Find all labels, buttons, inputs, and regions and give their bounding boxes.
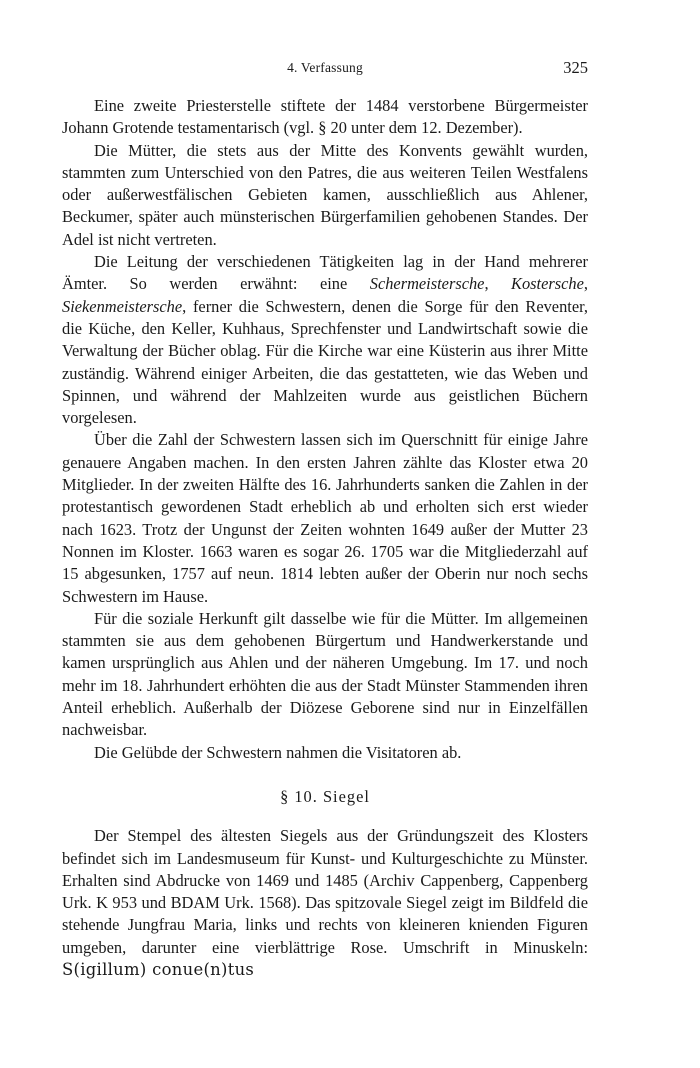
section-heading: § 10. Siegel <box>280 786 370 806</box>
paragraph-zahl-schwestern: Über die Zahl der Schwestern lassen sich im Querschnitt für einige Jahre genauere Angaben machen. In den ersten Jahren zählte das Kloster etwa 20 Mitglieder. In der zweiten Hälfte des 16. Jahrhunderts sanken die Zahlen in der protestantisch gewordenen Stadt erheblich ab und erholten sich erst wieder nach 1623. Trotz der Ungunst der Zeiten wohnten 1649 außer der Mutter 23 Nonnen im Kloster. 1663 waren es sogar 26. 1705 war die Mitgliederzahl auf 15 abgesunken, 1757 auf neun. 1814 lebten außer der Oberin nur noch sechs Schwestern im Hause. <box>62 430 588 606</box>
text-run: , ferner die Schwestern, denen die Sorge für den Reventer, die Küche, den Keller, Kuhhaus, Sprechfenster und Landwirtschaft sowie die Verwaltung der Bücher oblag. Für die Kirche war eine Küsterin aus ihrer Mitte zuständig. Während einiger Arbeiten, die das gestatteten, wie das Weben und Spinnen, und während der Mahlzeiten wurde aus geistlichen Büchern vorgelesen. <box>62 296 588 428</box>
paragraph-geluebde: Die Gelübde der Schwestern nahmen die Visitatoren ab. <box>94 742 462 762</box>
paragraph-herkunft: Für die soziale Herkunft gilt dasselbe wie für die Mütter. Im allgemeinen stammten sie aus dem gehobenen Bürgertum und Handwerkerstande und kamen ursprünglich aus Ahlen und der näheren Umgebung. Im 17. und noch mehr im 18. Jahrhundert erhöhten die aus der Stadt Münster Stammenden ihren Anteil erheblich. Außerhalb der Diözese Geborene sind nur in Einzelfällen nachweisbar. <box>62 608 588 740</box>
page-header <box>62 58 588 80</box>
text-run: Der Stempel des ältesten Siegels aus der Gründungszeit des Klosters befindet sich im Landesmuseum für Kunst- und Kulturgeschichte zu Münster. Erhalten sind Abdrucke von 1469 und 1485 (Archiv Cappenberg, Cappenberg Urk. K 953 und BDAM Urk. 1568). Das spitzovale Siegel zeigt im Bildfeld die stehende Jungfrau Maria, links und rechts von kleineren knienden Figuren umgeben, darunter eine vierblättrige Rose. Umschrift in Minuskeln: <box>62 826 588 957</box>
text-run: , <box>484 274 512 294</box>
running-title: 4. Verfassung <box>287 60 363 75</box>
text-run: , <box>583 274 588 294</box>
paragraph-aemter <box>62 251 588 429</box>
term-kostersche: Kostersche <box>511 274 584 294</box>
paragraph-muetter: Die Mütter, die stets aus der Mitte des Konvents gewählt wurden, stammten zum Unterschied von den Patres, die aus weiteren Teilen Westfalens oder außerwestfälischen Gebieten kamen, ausschließlich aus Ahlener, Beckumer, später auch münsterischen Bürgerfamilien gehobenen Standes. Der Adel ist nicht vertreten. <box>62 140 588 249</box>
seal-inscription: S(igillum) conue(n)tus <box>62 959 255 979</box>
term-siekenmeistersche: Siekenmeistersche <box>62 296 183 316</box>
page-number: 325 <box>563 58 588 77</box>
text-run: Die Leitung der verschiedenen Tätigkeiten lag in der Hand mehrerer Ämter. So werden erwähnt: eine <box>62 252 588 294</box>
body-text <box>62 95 588 981</box>
paragraph-priesterstelle: Eine zweite Priesterstelle stiftete der 1484 verstorbene Bürgermeister Johann Grotende testamentarisch (vgl. § 20 unter dem 12. Dezember). <box>62 96 588 138</box>
term-schermeistersche: Schermeistersche <box>369 274 485 294</box>
paragraph-siegel <box>62 825 588 981</box>
